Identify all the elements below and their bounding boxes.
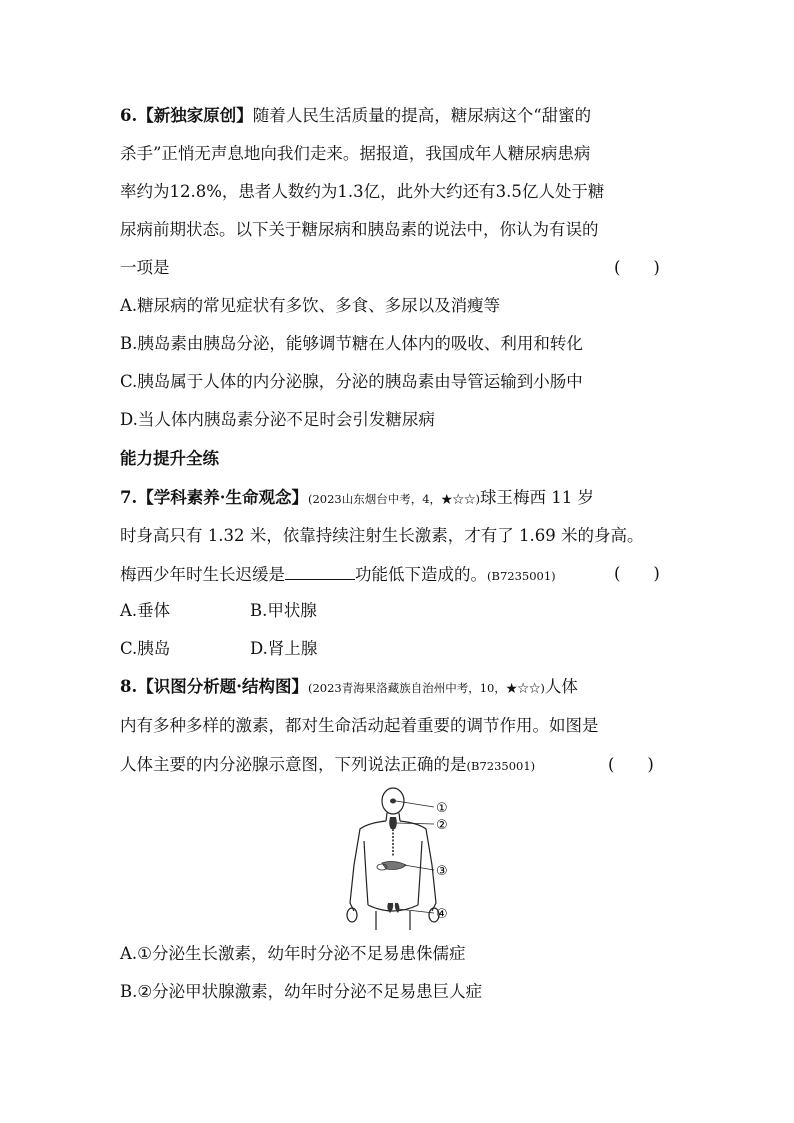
q6-option-b: B.胰岛素由胰岛分泌，能够调节糖在人体内的吸收、利用和转化 xyxy=(120,334,583,353)
q8-line-1 xyxy=(120,676,700,699)
q7-options-row-2 xyxy=(120,638,700,660)
q6-option-c: C.胰岛属于人体的内分泌腺，分泌的胰岛素由导管运输到小肠中 xyxy=(120,372,583,391)
q7-code: (B7235001) xyxy=(487,569,556,583)
q7-option-b: B.甲状腺 xyxy=(250,601,317,620)
pituitary-gland xyxy=(390,799,396,804)
q7-number-tag: 7.【学科素养·生命观念】 xyxy=(120,488,308,507)
q6-option-a: A.糖尿病的常见症状有多饮、多食、多尿以及消瘦等 xyxy=(120,296,501,315)
q7-stem-line-2: 时身高只有 1.32 米，依靠持续注射生长激素，才有了 1.69 米的身高。 xyxy=(120,526,644,545)
q7-answer-paren: ( ) xyxy=(614,564,660,583)
thyroid-gland xyxy=(389,817,397,829)
q7-line-3 xyxy=(120,563,700,587)
q8-number-tag: 8.【识图分析题·结构图】 xyxy=(120,677,308,696)
q7-option-a: A.垂体 xyxy=(120,601,171,620)
q8-option-a: A.①分泌生长激素，幼年时分泌不足易患侏儒症 xyxy=(120,944,466,963)
q8-source: (2023青海果洛藏族自治州中考，10，★☆☆) xyxy=(307,681,545,695)
pancreas xyxy=(382,861,406,869)
q6-option-d: D.当人体内胰岛素分泌不足时会引发糖尿病 xyxy=(120,410,435,429)
q6-stem-line-1: 随着人民生活质量的提高，糖尿病这个“甜蜜的 xyxy=(252,106,592,125)
q8-stem-line-1: 人体 xyxy=(544,677,578,696)
figure-label-2: ② xyxy=(436,818,448,833)
q6-answer-paren: ( ) xyxy=(614,258,660,277)
q7-option-c: C.胰岛 xyxy=(120,639,171,658)
q6-number-tag: 6.【新独家原创】 xyxy=(120,106,253,125)
figure-label-3: ③ xyxy=(436,864,448,879)
q7-stem-line-1: 球王梅西 11 岁 xyxy=(480,488,595,507)
human-body-diagram xyxy=(338,785,468,930)
q7-line-1 xyxy=(120,487,700,510)
q8-stem-line-3-head: 人体主要的内分泌腺示意图，下列说法正确的是 xyxy=(120,755,467,774)
section-title: 能力提升全练 xyxy=(120,449,219,468)
q7-stem-line-3-tail: 功能低下造成的。 xyxy=(355,565,487,584)
q6-stem-line-5-text: 一项是 xyxy=(120,258,170,277)
q8-line-3 xyxy=(120,754,700,777)
q7-answer-blank[interactable] xyxy=(285,563,355,580)
q7-options-row-1 xyxy=(120,600,700,622)
figure-label-1: ① xyxy=(436,801,448,816)
legs-outline xyxy=(376,911,410,930)
q8-stem-line-2: 内有多种多样的激素，都对生命活动起着重要的调节作用。如图是 xyxy=(120,716,599,735)
q6-stem-line-3: 率约为12.8%，患者人数约为1.3亿，此外大约还有3.5亿人处于糖 xyxy=(120,182,605,201)
q6-stem-line-4: 尿病前期状态。以下关于糖尿病和胰岛素的说法中，你认为有误的 xyxy=(120,220,599,239)
q8-code: (B7235001) xyxy=(466,759,536,773)
figure-label-4: ④ xyxy=(436,907,448,922)
q8-answer-paren: ( ) xyxy=(608,755,654,774)
q6-line-1 xyxy=(120,105,700,127)
left-hand xyxy=(347,908,357,922)
q8-option-b: B.②分泌甲状腺激素，幼年时分泌不足易患巨人症 xyxy=(120,982,483,1001)
q6-stem-line-5 xyxy=(120,257,700,279)
endocrine-gland-figure xyxy=(338,785,468,930)
q7-option-d: D.肾上腺 xyxy=(250,639,318,658)
q6-stem-line-2: 杀手”正悄无声息地向我们走来。据报道，我国成年人糖尿病患病 xyxy=(120,144,591,163)
q7-stem-line-3-head: 梅西少年时生长迟缓是 xyxy=(120,565,285,584)
q7-source: (2023山东烟台中考，4，★☆☆) xyxy=(307,492,481,506)
